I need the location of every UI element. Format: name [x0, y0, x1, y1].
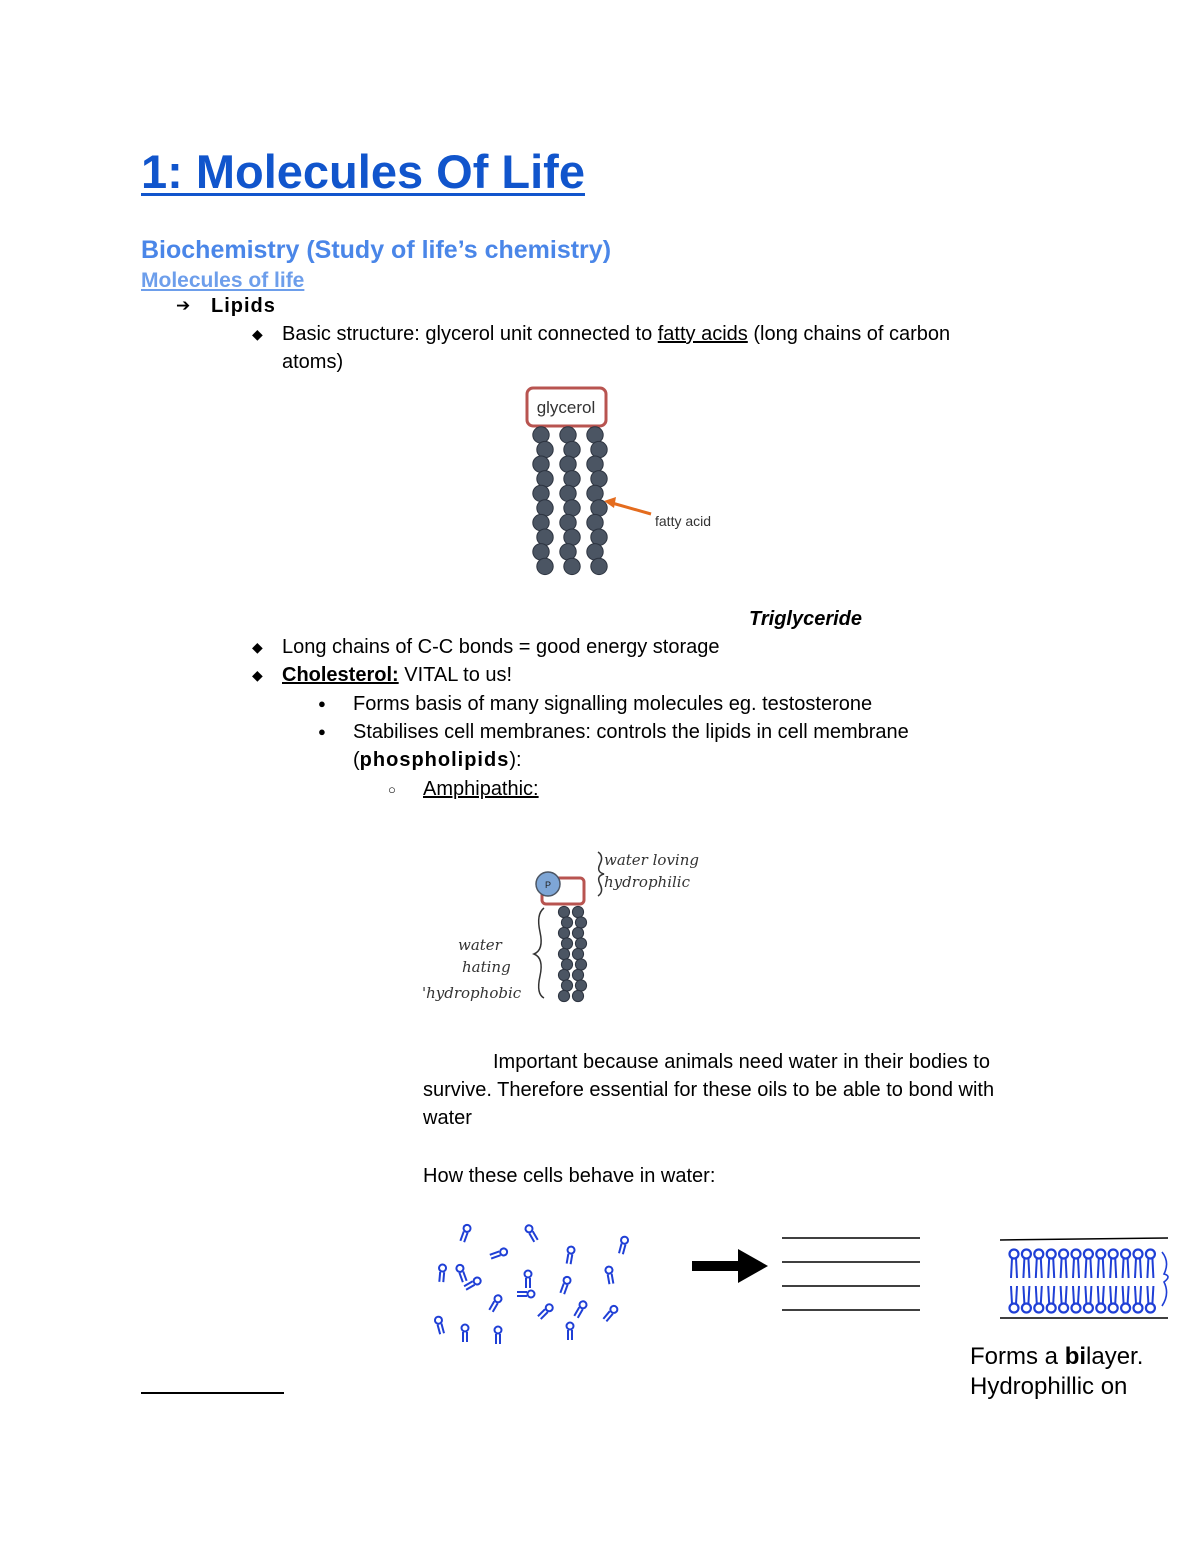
list-item-stabilises: [318, 718, 1018, 774]
bilayer-molecule-bottom: [1096, 1286, 1105, 1313]
fatty-acid-chains: [533, 427, 607, 575]
hydrophobic-brace: [534, 908, 544, 998]
section-heading: Biochemistry (Study of life’s chemistry): [141, 236, 612, 264]
section-subheading: Molecules of life: [141, 269, 305, 292]
scattered-lipids-figure: [420, 1214, 655, 1359]
carbon-atom: [575, 980, 586, 991]
scattered-lipid-molecules: [434, 1224, 629, 1344]
lipid-molecule: [517, 1291, 535, 1298]
fatty-acids-term: fatty acids: [657, 323, 748, 345]
phospholipids-term: phospholipids: [359, 749, 510, 771]
hydrophilic-label-1: water loving: [604, 851, 699, 869]
carbon-atom: [575, 938, 586, 949]
lipid-molecule: [559, 1276, 572, 1295]
carbon-atom: [572, 969, 583, 980]
bilayer-molecule-top: [1109, 1250, 1118, 1279]
hydrophobic-label-1: water: [458, 936, 502, 954]
lipid-molecule: [489, 1247, 508, 1260]
carbon-atom: [533, 427, 549, 443]
circle-bullet-icon: ○: [388, 782, 396, 797]
carbon-atom: [591, 529, 607, 545]
carbon-atom: [561, 917, 572, 928]
phosphate-head-label: P: [544, 880, 552, 890]
carbon-atom: [572, 906, 583, 917]
carbon-atom: [587, 485, 603, 501]
carbon-atom: [537, 558, 553, 574]
lipid-molecule: [525, 1271, 532, 1289]
amphipathic-term: Amphipathic:: [423, 778, 539, 800]
basic-structure-text-post: (long chains of carbon: [747, 323, 951, 345]
carbon-atom: [558, 906, 569, 917]
lipid-molecule: [602, 1304, 619, 1322]
bilayer-molecule-bottom: [1084, 1286, 1093, 1313]
bilayer-molecule-bottom: [1059, 1286, 1068, 1313]
lipid-molecule: [459, 1224, 472, 1243]
carbon-atom: [575, 917, 586, 928]
lipid-molecule: [495, 1327, 502, 1345]
paren-open: (: [353, 749, 360, 771]
bilayer-molecule-top: [1022, 1250, 1031, 1279]
diamond-bullet-icon: ◆: [252, 667, 263, 683]
lipid-molecule: [618, 1236, 629, 1255]
bilayer-molecule-bottom: [1109, 1286, 1118, 1313]
transition-arrow-icon: [690, 1246, 770, 1286]
hydrophobic-label-3: 'hydrophobic: [422, 984, 522, 1002]
bilayer-molecule-top: [1072, 1250, 1081, 1279]
bilayer-figure: [1000, 1232, 1172, 1324]
lipid-molecule: [455, 1264, 468, 1283]
bilayer-molecule-bottom: [1134, 1286, 1143, 1313]
bilayer-molecule-bottom: [1022, 1286, 1031, 1313]
bilayer-molecule-bottom: [1072, 1286, 1081, 1313]
carbon-atom: [564, 471, 580, 487]
bilayer-molecule-bottom: [1034, 1286, 1043, 1313]
bilayer-molecule-bottom: [1010, 1286, 1019, 1313]
carbon-atom: [558, 948, 569, 959]
carbon-atom: [561, 959, 572, 970]
lipid-molecule: [605, 1266, 615, 1284]
carbon-atom: [564, 500, 580, 516]
bilayer-molecule-top: [1047, 1250, 1056, 1279]
carbon-atom: [558, 990, 569, 1001]
cholesterol-text: VITAL to us!: [398, 664, 513, 686]
list-item-amphipathic: [388, 775, 539, 803]
phospholipid-tails: [558, 906, 586, 1001]
list-item-lipids: [176, 292, 276, 320]
fatty-acid-arrow: [612, 503, 651, 514]
importance-line-1: Important because animals need water in their bodies to: [493, 1051, 990, 1073]
bilayer-molecule-top: [1096, 1250, 1105, 1279]
long-chains-text: Long chains of C-C bonds = good energy storage: [282, 636, 720, 658]
bilayer-molecule-top: [1010, 1250, 1019, 1279]
bilayer-caption-pre: Forms a: [970, 1343, 1065, 1370]
dot-bullet-icon: ●: [318, 696, 326, 711]
footnote-rule: [141, 1392, 284, 1394]
carbon-atom: [533, 544, 549, 560]
bilayer-caption-post: layer.: [1086, 1343, 1144, 1370]
hydrophobic-label-2: hating: [462, 958, 511, 976]
importance-paragraph: [423, 1048, 1063, 1132]
lipid-molecule: [565, 1246, 575, 1264]
lipid-molecule: [438, 1264, 446, 1282]
bilayer-molecule-top: [1146, 1250, 1155, 1279]
carbon-atom: [575, 959, 586, 970]
list-item-cholesterol: [252, 661, 512, 689]
lipid-molecule: [434, 1316, 445, 1335]
dot-bullet-icon: ●: [318, 724, 326, 739]
diamond-bullet-icon: ◆: [252, 326, 263, 342]
lipids-label: Lipids: [211, 295, 276, 317]
carbon-atom: [572, 927, 583, 938]
list-item-long-chains: [252, 633, 720, 661]
carbon-atom: [537, 529, 553, 545]
carbon-atom: [591, 558, 607, 574]
carbon-atom: [564, 441, 580, 457]
carbon-atom: [591, 500, 607, 516]
lipid-molecule: [524, 1224, 539, 1243]
carbon-atom: [564, 558, 580, 574]
carbon-atom: [560, 514, 576, 530]
diamond-bullet-icon: ◆: [252, 639, 263, 655]
bilayer-caption: [970, 1342, 1170, 1400]
importance-line-3: water: [423, 1107, 472, 1129]
carbon-atom: [533, 514, 549, 530]
bilayer-caption-cut: Hydrophillic on: [970, 1373, 1128, 1400]
surface-layer-lines: [780, 1230, 922, 1320]
lipid-molecule: [573, 1300, 588, 1319]
carbon-atom: [587, 427, 603, 443]
bilayer-molecule-top: [1059, 1250, 1068, 1279]
carbon-atom: [560, 456, 576, 472]
carbon-atom: [533, 485, 549, 501]
carbon-atom: [537, 441, 553, 457]
triglyceride-figure: [500, 380, 740, 590]
carbon-atom: [564, 529, 580, 545]
lipid-molecule: [567, 1323, 574, 1341]
lipid-molecule: [462, 1325, 469, 1343]
basic-structure-text: Basic structure: glycerol unit connected to: [282, 323, 658, 345]
carbon-atom: [537, 471, 553, 487]
fatty-acid-label: fatty acid: [655, 513, 712, 529]
carbon-atom: [561, 980, 572, 991]
cholesterol-label: Cholesterol:: [282, 664, 399, 686]
basic-structure-line2: atoms): [282, 351, 344, 373]
bilayer-molecule-bottom: [1121, 1286, 1130, 1313]
bilayer-molecule-bottom: [1047, 1286, 1056, 1313]
carbon-atom: [558, 927, 569, 938]
carbon-atom: [558, 969, 569, 980]
carbon-atom: [572, 990, 583, 1001]
carbon-atom: [591, 471, 607, 487]
carbon-atom: [572, 948, 583, 959]
bilayer-molecules: [1010, 1250, 1155, 1313]
importance-line-2: survive. Therefore essential for these oils to be able to bond with: [423, 1079, 995, 1101]
lipid-molecule: [537, 1303, 554, 1320]
bilayer-molecule-top: [1084, 1250, 1093, 1279]
list-item-basic-structure: [252, 320, 1032, 376]
carbon-atom: [561, 938, 572, 949]
lipid-molecule: [488, 1294, 503, 1313]
stabilises-text: Stabilises cell membranes: controls the lipids in cell membrane: [353, 721, 909, 743]
phospholipid-figure: [420, 840, 740, 1020]
glycerol-label: glycerol: [536, 398, 596, 417]
paren-close: ):: [509, 749, 522, 771]
bilayer-molecule-top: [1034, 1250, 1043, 1279]
carbon-atom: [587, 544, 603, 560]
carbon-atom: [560, 544, 576, 560]
arrow-bullet-icon: ➔: [176, 296, 191, 315]
carbon-atom: [587, 514, 603, 530]
list-item-forms-basis: [318, 690, 872, 718]
bilayer-caption-bold: bi: [1064, 1343, 1087, 1370]
carbon-atom: [587, 456, 603, 472]
carbon-atom: [537, 500, 553, 516]
behave-heading: How these cells behave in water:: [423, 1165, 716, 1187]
carbon-atom: [560, 485, 576, 501]
carbon-atom: [560, 427, 576, 443]
forms-basis-text: Forms basis of many signalling molecules eg. testosterone: [353, 693, 873, 715]
carbon-atom: [591, 441, 607, 457]
bilayer-molecule-top: [1121, 1250, 1130, 1279]
hydrophilic-label-2: hydrophilic: [604, 873, 690, 891]
triglyceride-caption: Triglyceride: [749, 608, 863, 630]
carbon-atom: [533, 456, 549, 472]
bilayer-molecule-bottom: [1146, 1286, 1155, 1313]
bilayer-molecule-top: [1134, 1250, 1143, 1279]
document-title: 1: Molecules Of Life: [141, 145, 585, 198]
